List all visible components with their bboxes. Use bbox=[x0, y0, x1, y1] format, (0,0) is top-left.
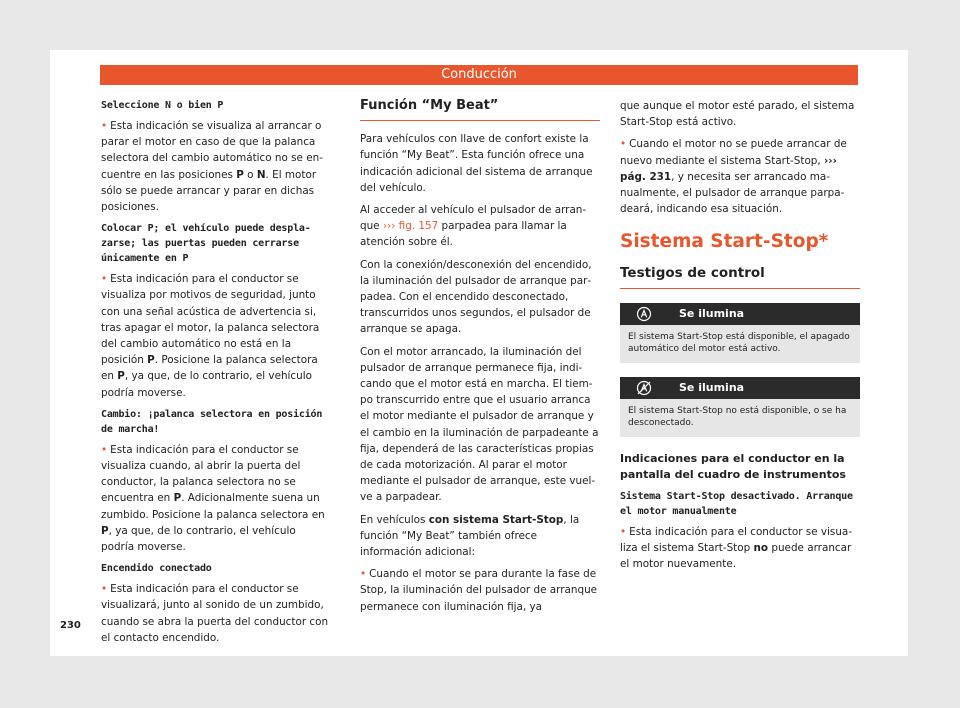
paragraph: Para vehículos con llave de confort existe la función “My Beat”. Esta función ofrece una indicación adicional del sistema de arranque del vehículo. bbox=[360, 133, 593, 194]
paragraph: Con la conexión/desconexión del encendido, la iluminación del pulsador de arranque parpadea. Con el encendido desconectado, transcurridos unos segundos, el pulsador de arranque se apaga. bbox=[360, 258, 592, 336]
chapter-header: Conducción bbox=[100, 65, 858, 85]
page-number: 230 bbox=[60, 620, 81, 631]
bullet-icon: • bbox=[620, 525, 627, 538]
lamp-description: El sistema Start-Stop no está disponible, o se ha desconectado. bbox=[620, 399, 860, 437]
lamp-header bbox=[620, 303, 860, 325]
warning-lamp-2 bbox=[620, 377, 860, 437]
column-2 bbox=[360, 98, 600, 621]
lamp-description: El sistema Start-Stop está disponible, el apagado automático del motor está activo. bbox=[620, 325, 860, 363]
lamp-label: Se ilumina bbox=[679, 380, 745, 394]
warning-lamp-1 bbox=[620, 303, 860, 363]
paragraph: • Cuando el motor se para durante la fase de Stop, la iluminación del pulsador de arranque permanece con iluminación fija, ya bbox=[360, 568, 598, 613]
bullet-icon: • bbox=[101, 120, 108, 132]
subsection-title: Testigos de control bbox=[620, 265, 860, 288]
start-stop-inactive-icon bbox=[636, 380, 652, 396]
bullet-icon: • bbox=[620, 138, 627, 151]
start-stop-active-icon bbox=[636, 306, 652, 322]
section-title: Sistema Start-Stop* bbox=[620, 231, 829, 253]
column-1 bbox=[101, 98, 329, 652]
page-link[interactable]: ››› pág. 231 bbox=[620, 154, 837, 183]
lamp-label: Se ilumina bbox=[679, 306, 745, 320]
message-title: Seleccione N o bien P bbox=[101, 100, 224, 111]
message-title: Encendido conectado bbox=[101, 563, 212, 575]
paragraph: • Esta indicación se visualiza al arrancar o parar el motor en caso de que la palanca selectora del cambio automático no se encuentre en las posiciones P o N. El motor sólo se puede arrancar y parar en dichas posiciones. bbox=[101, 120, 323, 214]
bullet-icon: • bbox=[101, 583, 108, 596]
subheading: Indicaciones para el conductor en la pantalla del cuadro de instrumentos bbox=[620, 451, 846, 481]
paragraph: que aunque el motor esté parado, el sistema Start-Stop está activo. bbox=[620, 100, 855, 129]
paragraph: Con el motor arrancado, la iluminación del pulsador de arranque permanece fija, indicando que el motor está en marcha. El tiempo transcurrido entre que el usuario arranca el motor mediante el pulsador de arranque y el cambio en la iluminación de parpadeante a fija, dependerá de las características propias de cada motorización. Al parar el motor mediante el pulsador de arranque, este vuelve a parpadear. bbox=[360, 345, 599, 504]
paragraph: • Esta indicación para el conductor se visualizará, junto al sonido de un zumbido, cuando se abra la puerta del conductor con el contacto encendido. bbox=[101, 583, 329, 644]
section-heading: Función “My Beat” bbox=[360, 98, 600, 121]
paragraph: • Cuando el motor no se puede arrancar de nuevo mediante el sistema Start-Stop, ››› pág. 231, y necesita ser arrancado manualmente, el pulsador de arranque parpadeará, indicando esa situación. bbox=[620, 138, 847, 216]
message-title: Sistema Start-Stop desactivado. Arranque el motor manualmente bbox=[620, 490, 853, 517]
paragraph: • Esta indicación para el conductor se visualiza cuando, al abrir la puerta del conductor, la palanca selectora no se encuentra en P. Adicionalmente suena un zumbido. Posicione la palanca selectora en P, ya que, de lo contrario, el vehículo podría moverse. bbox=[101, 443, 325, 554]
bullet-icon: • bbox=[101, 273, 108, 286]
paragraph: En vehículos con sistema Start-Stop, la función “My Beat” también ofrece información adicional: bbox=[360, 513, 580, 559]
bullet-icon: • bbox=[360, 568, 367, 581]
column-3 bbox=[620, 98, 860, 578]
paragraph: Al acceder al vehículo el pulsador de arranque ››› fig. 157 parpadea para llamar la atención sobre él. bbox=[360, 204, 587, 249]
paragraph: • Esta indicación para el conductor se visualiza el sistema Start-Stop no puede arrancar el motor nuevamente. bbox=[620, 525, 853, 571]
paragraph: • Esta indicación para el conductor se visualiza por motivos de seguridad, junto con una señal acústica de advertencia si, tras apagar el motor, la palanca selectora del cambio automático no está en la posición P. Posicione la palanca selectora en P, ya que, de lo contrario, el vehículo podría moverse. bbox=[101, 273, 320, 399]
figure-link[interactable]: ››› fig. 157 bbox=[382, 220, 439, 233]
lamp-header bbox=[620, 377, 860, 399]
bullet-icon: • bbox=[101, 443, 108, 456]
message-title: Colocar P; el vehículo puede desplazarse; las puertas pueden cerrarse únicamente en P bbox=[101, 223, 311, 265]
message-title: Cambio: ¡palanca selectora en posición de marcha! bbox=[101, 408, 323, 435]
